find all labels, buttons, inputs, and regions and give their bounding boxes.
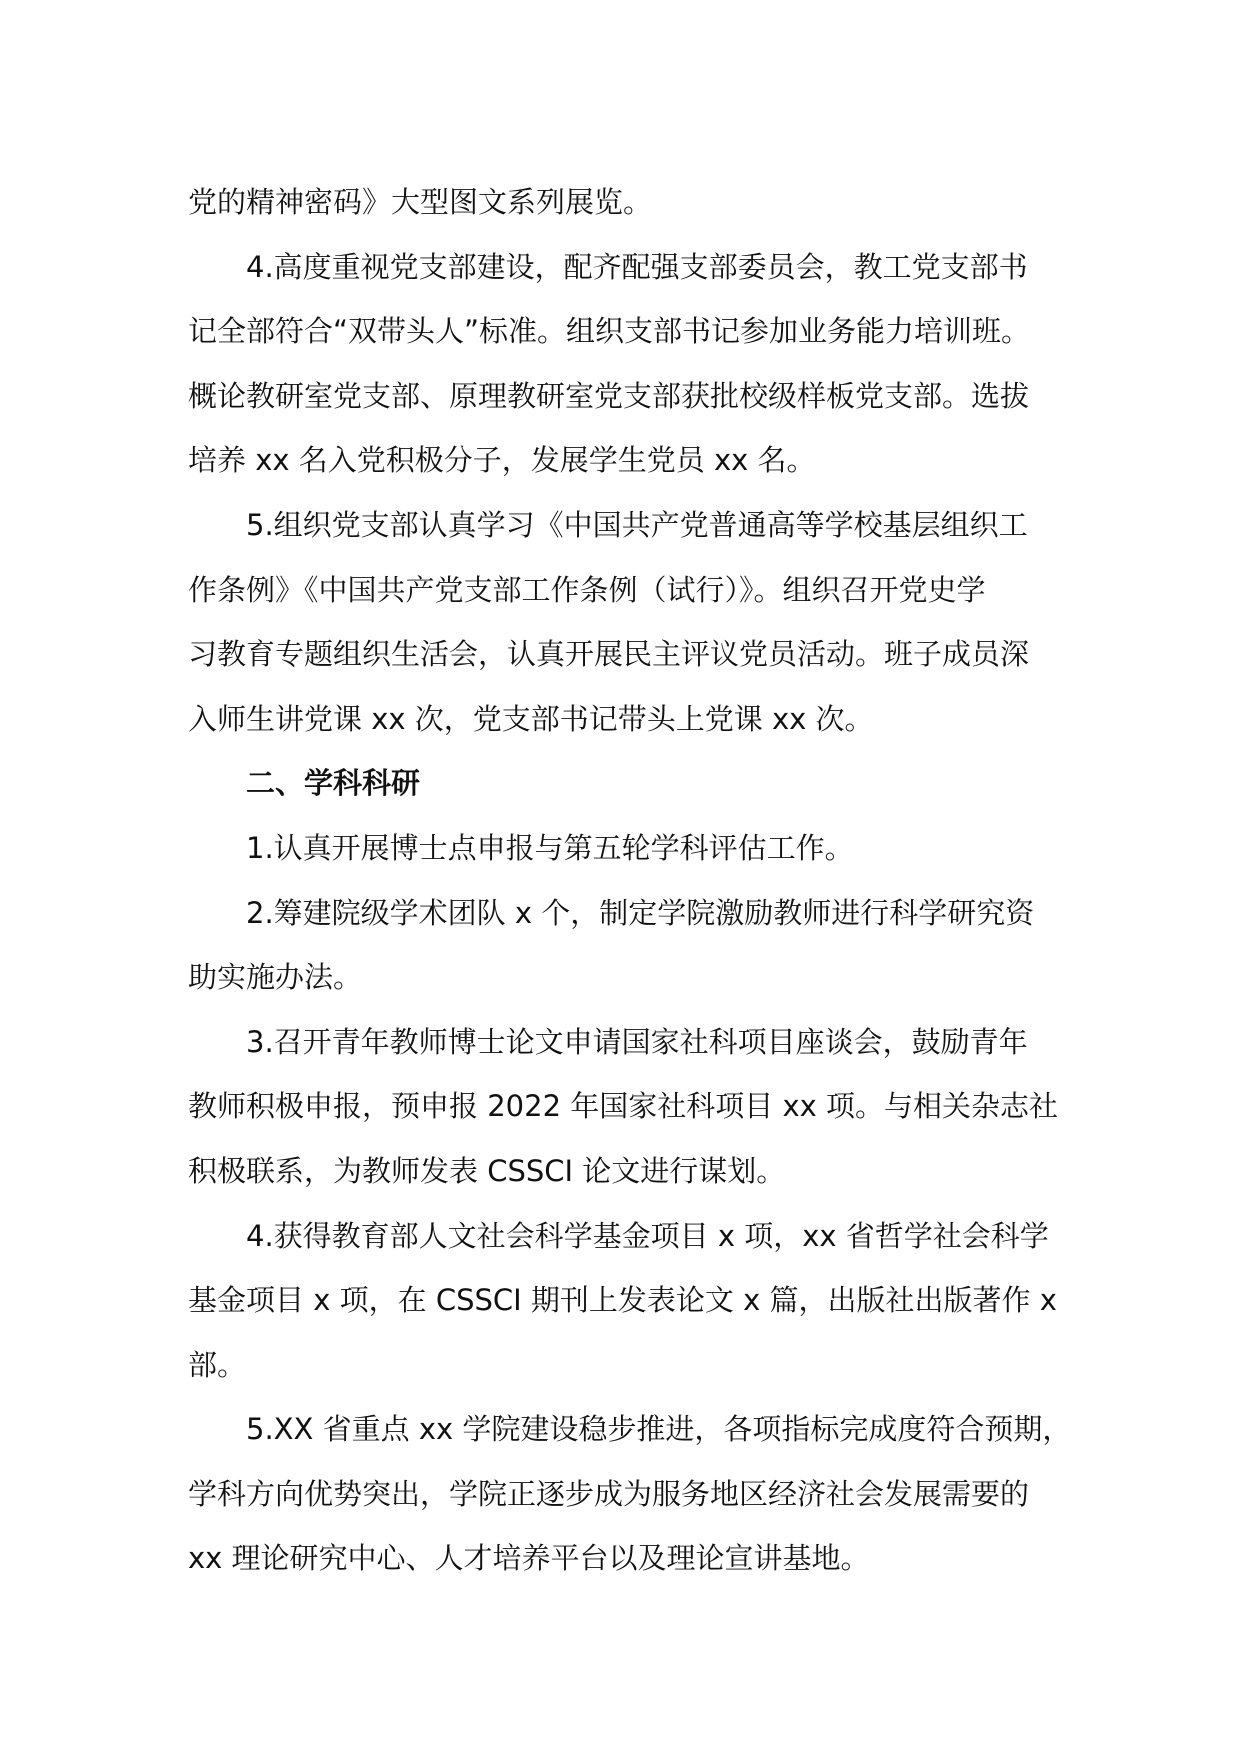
text-line: 1.认真开展博士点申报与第五轮学科评估工作。 [246, 830, 854, 865]
text-line: 4.高度重视党支部建设，配齐配强支部委员会，教工党支部书 [246, 249, 1028, 284]
text-line: 5.XX 省重点 xx 学院建设稳步推进，各项指标完成度符合预期， [246, 1412, 1072, 1447]
text-line: 教师积极申报，预申报 2022 年国家社科项目 xx 项。与相关杂志社 [188, 1089, 1059, 1124]
text-line: 习教育专题组织生活会，认真开展民主评议党员活动。班子成员深 [188, 637, 1030, 672]
text-line: 党的精神密码》大型图文系列展览。 [188, 185, 653, 219]
text-line: 记全部符合“双带头人”标准。组织支部书记参加业务能力培训班。 [188, 314, 1031, 349]
text-line: 入师生讲党课 xx 次，党支部书记带头上党课 xx 次。 [188, 701, 874, 736]
text-line: 积极联系，为教师发表 CSSCI 论文进行谋划。 [188, 1153, 786, 1188]
text-line: 学科方向优势突出，学院正逐步成为服务地区经济社会发展需要的 [188, 1476, 1030, 1511]
text-line: 部。 [188, 1347, 247, 1382]
text-line: 2.筹建院级学术团队 x 个，制定学院激励教师进行科学研究资 [246, 895, 1035, 930]
text-line: xx 理论研究中心、人才培养平台以及理论宣讲基地。 [188, 1541, 870, 1576]
text-line: 4.获得教育部人文社会科学基金项目 x 项，xx 省哲学社会科学 [246, 1218, 1049, 1253]
text-line: 助实施办法。 [188, 960, 363, 995]
text-line: 基金项目 x 项，在 CSSCI 期刊上发表论文 x 篇，出版社出版著作 x [188, 1283, 1057, 1318]
text-line: 概论教研室党支部、原理教研室党支部获批校级样板党支部。选拔 [188, 378, 1030, 413]
text-line: 3.召开青年教师博士论文申请国家社科项目座谈会，鼓励青年 [246, 1024, 1028, 1059]
document-page [188, 170, 1088, 1591]
section-heading: 二、学科科研 [246, 766, 421, 801]
text-line: 5.组织党支部认真学习《中国共产党普通高等学校基层组织工 [246, 507, 1028, 542]
text-line: 作条例》《中国共产党支部工作条例（试行）》。组织召开党史学 [188, 572, 986, 607]
text-line: 培养 xx 名入党积极分子，发展学生党员 xx 名。 [188, 443, 816, 478]
